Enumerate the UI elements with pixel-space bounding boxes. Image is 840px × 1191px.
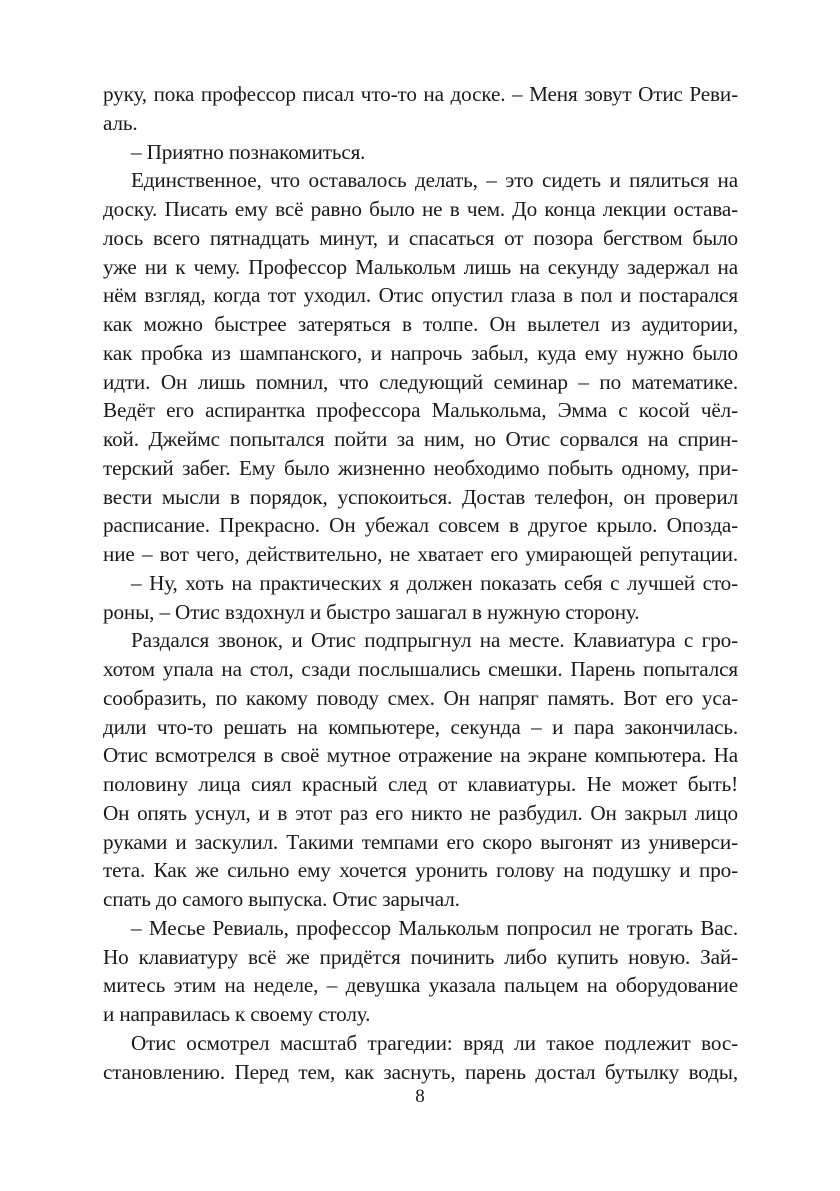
text-line: вести мысли в порядок, успокоиться. Достав телефон, он проверил: [103, 484, 738, 509]
text-line: аль.: [103, 110, 138, 135]
page-body: [103, 80, 738, 1086]
text-line: расписание. Прекрасно. Он убежал совсем в другое крыло. Опозда-: [103, 513, 738, 538]
text-line: роны, – Отис вздохнул и быстро зашагал в нужную сторону.: [103, 599, 640, 624]
text-line: лось всего пятнадцать минут, и спасаться от позора бегством было: [103, 225, 738, 250]
text-line: идти. Он лишь помнил, что следующий семинар – по математике.: [103, 369, 738, 394]
text-line: Ведёт его аспирантка профессора Малькольма, Эмма с косой чёл-: [103, 398, 738, 423]
text-line: кой. Джеймс попытался пойти за ним, но Отис сорвался на сприн-: [103, 427, 738, 451]
text-line: доску. Писать ему всё равно было не в чем. До конца лекции остава-: [103, 197, 738, 221]
text-line: Он опять уснул, и в этот раз его никто не разбудил. Он закрыл лицо: [103, 800, 738, 825]
text-line: и направилась к своему столу.: [103, 1002, 371, 1026]
text-line: половину лица сиял красный след от клавиатуры. Не может быть!: [103, 772, 738, 796]
text-line: как пробка из шампанского, и напрочь забыл, куда ему нужно было: [103, 340, 738, 365]
text-line: руку, пока профессор писал что-то на доске. – Меня зовут Отис Реви-: [103, 82, 738, 106]
paragraph-first-line: Раздался звонок, и Отис подпрыгнул на месте. Клавиатура с гро-: [131, 628, 738, 653]
paragraph-first-line: Отис осмотрел масштаб трагедии: вряд ли такое подлежит вос-: [131, 1030, 738, 1055]
text-line: спать до самого выпуска. Отис зарычал.: [103, 887, 460, 911]
paragraph-first-line: Единственное, что оставалось делать, – это сидеть и пялиться на: [131, 168, 738, 193]
text-line: терский забег. Ему было жизненно необходимо побыть одному, при-: [103, 455, 738, 480]
text-line: нём взгляд, когда тот уходил. Отис опустил глаза в пол и постарался: [103, 283, 738, 308]
page-number: 8: [415, 1086, 425, 1107]
text-line: тета. Как же сильно ему хочется уронить голову на подушку и про-: [103, 858, 738, 883]
text-line: становлению. Перед тем, как заснуть, парень достал бутылку воды,: [103, 1059, 738, 1084]
text-line: митесь этим на неделе, – девушка указала пальцем на оборудование: [103, 973, 738, 998]
text-line: Отис всмотрелся в своё мутное отражение на экране компьютера. На: [103, 743, 738, 768]
text-line: руками и заскулил. Такими темпами его скоро выгонят из универси-: [103, 829, 738, 854]
text-line: хотом упала на стол, сзади послышались смешки. Парень попытался: [103, 657, 738, 681]
paragraph-first-line: – Месье Ревиаль, профессор Малькольм попросил не трогать Вас.: [131, 915, 738, 940]
text-line: Но клавиатуру всё же придётся починить либо купить новую. Зай-: [103, 944, 738, 969]
paragraph-first-line: – Приятно познакомиться.: [131, 139, 366, 164]
text-line: сообразить, по какому поводу смех. Он напряг память. Вот его уса-: [103, 685, 738, 710]
text-line: как можно быстрее затеряться в толпе. Он вылетел из аудитории,: [103, 312, 738, 336]
text-line: дили что-то решать на компьютере, секунда – и пара закончилась.: [103, 714, 738, 739]
paragraph-first-line: – Ну, хоть на практических я должен показать себя с лучшей сто-: [131, 570, 738, 595]
text-line: уже ни к чему. Профессор Малькольм лишь на секунду задержал на: [103, 254, 738, 279]
text-line: ние – вот чего, действительно, не хватает его умирающей репутации.: [103, 542, 738, 566]
